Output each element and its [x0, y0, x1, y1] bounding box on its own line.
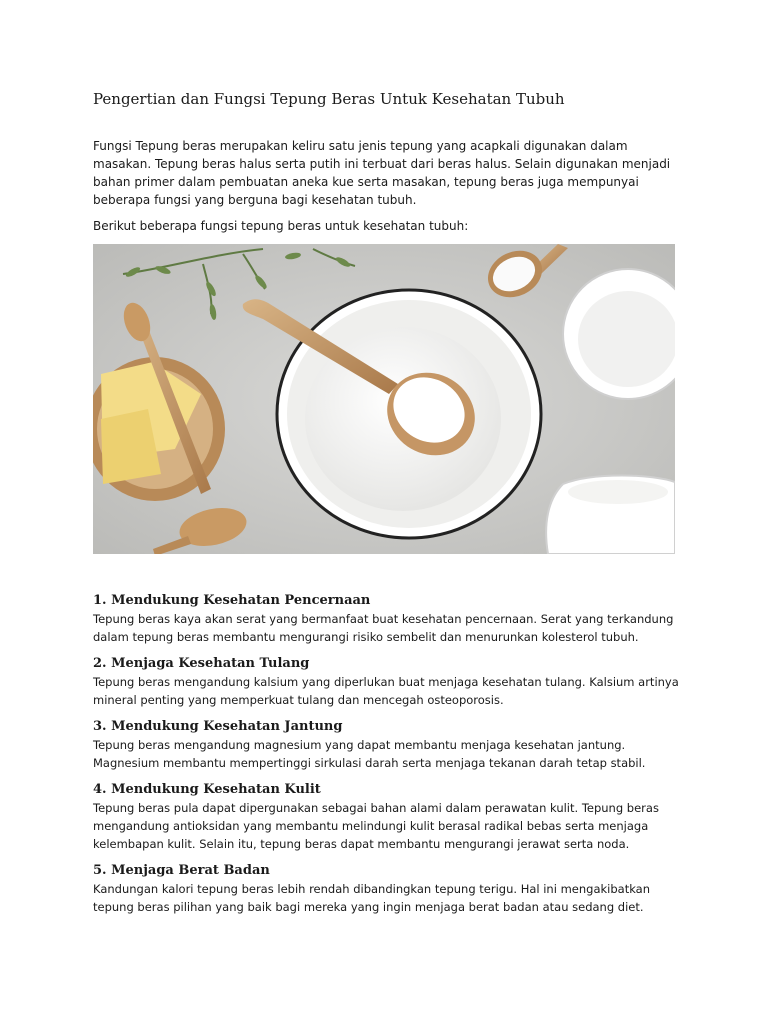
section-1	[93, 592, 683, 646]
section-3	[93, 718, 683, 772]
rice-flour-photo	[93, 244, 675, 554]
section-heading: 5. Menjaga Berat Badan	[93, 863, 270, 878]
lead-paragraph: Berikut beberapa fungsi tepung beras untuk kesehatan tubuh:	[93, 219, 469, 233]
section-heading: 3. Mendukung Kesehatan Jantung	[93, 719, 343, 734]
section-4	[93, 781, 683, 853]
intro-paragraph: Fungsi Tepung beras merupakan keliru satu jenis tepung yang acapkali digunakan dalam masakan. Tepung beras halus serta putih ini terbuat dari beras halus. Selain digunakan menjadi bahan primer dalam pembuatan aneka kue serta masakan, tepung beras juga mempunyai beberapa fungsi yang berguna bagi kesehatan tubuh.	[93, 139, 671, 207]
section-heading: 2. Menjaga Kesehatan Tulang	[93, 656, 310, 671]
section-heading: 4. Mendukung Kesehatan Kulit	[93, 782, 321, 797]
section-body: Tepung beras mengandung kalsium yang diperlukan buat menjaga kesehatan tulang. Kalsium artinya mineral penting yang memperkuat tulang dan mencegah osteoporosis.	[93, 675, 679, 707]
section-2	[93, 655, 683, 709]
section-body: Tepung beras pula dapat dipergunakan sebagai bahan alami dalam perawatan kulit. Tepung beras mengandung antioksidan yang membantu melindungi kulit berasal radikal bebas serta menjaga kelembapan kulit. Selain itu, tepung beras dapat membantu mengurangi jerawat serta noda.	[93, 801, 659, 851]
section-body: Kandungan kalori tepung beras lebih rendah dibandingkan tepung terigu. Hal ini mengakibatkan tepung beras pilihan yang baik bagi mereka yang ingin menjaga berat badan atau sedang diet.	[93, 882, 650, 914]
page-title: Pengertian dan Fungsi Tepung Beras Untuk Kesehatan Tubuh	[93, 90, 565, 108]
section-body: Tepung beras mengandung magnesium yang dapat membantu menjaga kesehatan jantung. Magnesium membantu mempertinggi sirkulasi darah serta menjaga tekanan darah tetap stabil.	[93, 738, 646, 770]
section-heading: 1. Mendukung Kesehatan Pencernaan	[93, 593, 371, 608]
section-body: Tepung beras kaya akan serat yang bermanfaat buat kesehatan pencernaan. Serat yang terkandung dalam tepung beras membantu mengurangi risiko sembelit dan menurunkan kolesterol tubuh.	[93, 612, 674, 644]
section-5	[93, 862, 683, 916]
